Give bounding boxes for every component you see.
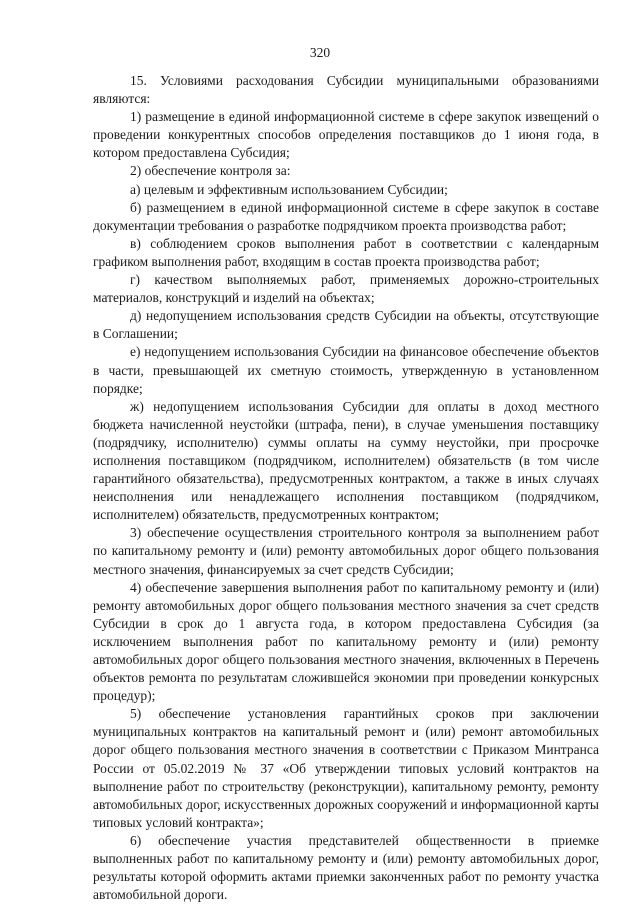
- body-text: [93, 72, 599, 904]
- paragraph-15-intro: 15. Условиями расходования Субсидии муниципальными образованиями являются:: [93, 73, 599, 107]
- paragraph-subitem-b: б) размещением в единой информационной системе в сфере закупок в составе документации требования о разработке подрядчиком проекта производства работ;: [93, 199, 599, 233]
- paragraph-item-2: 2) обеспечение контроля за:: [130, 163, 291, 179]
- paragraph-item-5: 5) обеспечение установления гарантийных сроков при заключении муниципальных контрактов на капитальный ремонт и (или) ремонт автомобильных дорог общего пользования местного значения в соответствии с Приказом Минтранса России от 05.02.2019 № 37 «Об утверждении типовых условий контрактов на выполнение работ по строительству (реконструкции), капитальному ремонту, ремонту автомобильных дорог, искусственных дорожных сооружений и информационной карты типовых условий контракта»;: [93, 706, 599, 830]
- paragraph-item-3: 3) обеспечение осуществления строительного контроля за выполнением работ по капитальному ремонту и (или) ремонту автомобильных дорог общего пользования местного значения, финансируемых за счет средств Субсидии;: [93, 525, 599, 577]
- paragraph-item-1: 1) размещение в единой информационной системе в сфере закупок извещений о проведении конкурентных способов определения поставщиков до 1 июня года, в котором предоставлена Субсидия;: [93, 109, 599, 161]
- paragraph-subitem-zh: ж) недопущением использования Субсидии для оплаты в доход местного бюджета начисленной неустойки (штрафа, пени), в случае уменьшения поставщику (подрядчику, исполнителю) суммы оплаты на сумму неустойки, при просрочке исполнения поставщиком (подрядчиком, исполнителем) обязательств (в том числе гарантийного обязательства), предусмотренных контрактом, а также в иных случаях неисполнения или ненадлежащего исполнения поставщиком (подрядчиком, исполнителем) обязательств, предусмотренных контрактом;: [93, 398, 599, 523]
- paragraph-subitem-a: а) целевым и эффективным использованием Субсидии;: [130, 181, 448, 197]
- paragraph-item-6: 6) обеспечение участия представителей общественности в приемке выполненных работ по капитальному ремонту и (или) ремонту автомобильных дорог, результаты которой оформить актами приемки законченных работ по ремонту участка автомобильной дороги.: [93, 832, 599, 903]
- paragraph-subitem-v: в) соблюдением сроков выполнения работ в соответствии с календарным графиком выполнения работ, входящим в состав проекта производства работ;: [93, 235, 599, 269]
- paragraph-subitem-e: е) недопущением использования Субсидии на финансовое обеспечение объектов в части, превышающей их сметную стоимость, утвержденную в установленном порядке;: [93, 344, 599, 396]
- page-number: 320: [309, 45, 331, 60]
- paragraph-subitem-d: д) недопущением использования средств Субсидии на объекты, отсутствующие в Соглашении;: [93, 308, 599, 342]
- paragraph-subitem-g: г) качеством выполняемых работ, применяемых дорожно-строительных материалов, конструкций и изделий на объектах;: [93, 272, 599, 306]
- paragraph-item-4: 4) обеспечение завершения выполнения работ по капитальному ремонту и (или) ремонту автомобильных дорог общего пользования местного значения за счет средств Субсидии в срок до 1 августа года, в котором предоставлена Субсидия (за исключением выполнения работ по капитальному ремонту и (или) ремонту автомобильных дорог общего пользования местного значения, включенных в Перечень объектов ремонта по результатам сложившейся экономии при проведении конкурсных процедур);: [93, 579, 599, 704]
